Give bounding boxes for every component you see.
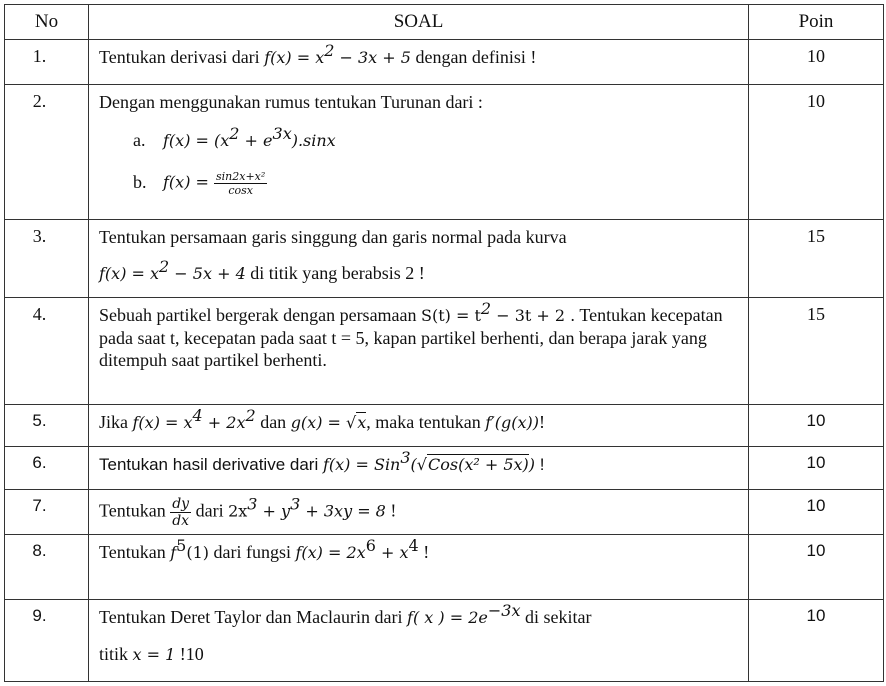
math: 2x bbox=[228, 501, 248, 521]
math: + 3xy = 8 bbox=[300, 501, 386, 521]
text: Tentukan Deret Taylor dan Maclaurin dari bbox=[99, 607, 408, 627]
sqrt-radicand: x bbox=[357, 413, 367, 432]
header-row bbox=[5, 5, 884, 40]
table-row bbox=[5, 85, 884, 220]
question-number: 4. bbox=[5, 298, 89, 405]
text: !10 bbox=[175, 644, 204, 664]
question-points: 15 bbox=[749, 220, 884, 298]
text: ! bbox=[418, 542, 430, 562]
question-points: 10 bbox=[749, 600, 884, 682]
text: titik bbox=[99, 644, 133, 664]
question-text bbox=[89, 220, 749, 298]
math: f(x) = x bbox=[99, 264, 160, 283]
sub-question-a bbox=[133, 124, 740, 152]
header-no: No bbox=[5, 5, 89, 40]
question-number: 9. bbox=[5, 600, 89, 682]
question-number: 8. bbox=[5, 535, 89, 600]
math: + e bbox=[239, 131, 273, 150]
math: f(x) = bbox=[163, 172, 215, 192]
text: Sebuah partikel bergerak dengan persamaan bbox=[99, 305, 422, 325]
math: f(x) = 2x bbox=[295, 543, 366, 562]
math: − 5x + 4 bbox=[169, 264, 246, 283]
question-number: 5. bbox=[5, 405, 89, 447]
question-points: 10 bbox=[749, 40, 884, 85]
fraction bbox=[214, 170, 267, 197]
text-line bbox=[99, 601, 740, 629]
math: + x bbox=[375, 543, 409, 562]
math: + 2x bbox=[202, 413, 246, 432]
table-row bbox=[5, 405, 884, 447]
text: Tentukan derivasi dari bbox=[99, 47, 265, 67]
math: S(t) = t bbox=[421, 306, 481, 325]
question-number: 2. bbox=[5, 85, 89, 220]
text: ! bbox=[385, 500, 397, 521]
sub-question-b bbox=[133, 170, 740, 197]
text: dengan definisi ! bbox=[410, 47, 537, 67]
exponent: 6 bbox=[365, 536, 376, 555]
exponent: 2 bbox=[480, 299, 492, 318]
question-number: 7. bbox=[5, 490, 89, 535]
denominator: dx bbox=[172, 513, 190, 529]
math: f′(g(x)) bbox=[485, 413, 540, 432]
math: x = 1 bbox=[132, 645, 176, 664]
exponent: 3x bbox=[272, 124, 292, 143]
text: Tentukan persamaan garis singgung dan garis normal pada kurva bbox=[99, 227, 567, 247]
sqrt-radicand: Cos(x² + 5x) bbox=[427, 455, 529, 474]
math: f(x) = x bbox=[132, 413, 193, 432]
math: f(x) = (x bbox=[163, 131, 230, 150]
question-text bbox=[89, 490, 749, 535]
table-row bbox=[5, 490, 884, 535]
exponent: −3x bbox=[487, 601, 521, 620]
exponent: 2 bbox=[245, 406, 256, 425]
question-points: 10 bbox=[749, 447, 884, 490]
question-text bbox=[89, 298, 749, 405]
sub-label: a. bbox=[133, 130, 146, 150]
numerator: sin2x+x² bbox=[216, 170, 266, 183]
math: − 3x + 5 bbox=[334, 48, 411, 67]
math: f( x ) = 2e bbox=[407, 608, 488, 627]
exponent: 2 bbox=[229, 124, 240, 143]
question-points: 10 bbox=[749, 405, 884, 447]
text: ! bbox=[535, 455, 545, 474]
header-poin: Poin bbox=[749, 5, 884, 40]
table-row bbox=[5, 535, 884, 600]
math: g(x) = √ bbox=[290, 413, 357, 432]
numerator: dy bbox=[172, 496, 190, 512]
question-text bbox=[89, 535, 749, 600]
table-row bbox=[5, 40, 884, 85]
text: di titik yang berabsis 2 ! bbox=[245, 263, 425, 283]
question-number: 1. bbox=[5, 40, 89, 85]
text: Tentukan bbox=[99, 542, 171, 562]
text: ! bbox=[539, 412, 546, 432]
question-number: 3. bbox=[5, 220, 89, 298]
exponent: 3 bbox=[400, 448, 411, 467]
fraction bbox=[170, 496, 191, 529]
question-text bbox=[89, 600, 749, 682]
text: dari fungsi bbox=[209, 542, 296, 562]
exponent: 5 bbox=[176, 536, 187, 555]
text: di sekitar bbox=[520, 607, 592, 627]
exponent: 2 bbox=[324, 41, 335, 60]
text: Tentukan kecepatan pada saat t, kecepatan pada saat t = 5, kapan partikel berhenti, dan berapa jarak yang ditempuh saat partikel berhenti. bbox=[99, 305, 723, 370]
math: (1) bbox=[186, 543, 209, 562]
text-line bbox=[99, 257, 740, 285]
math: f(x) = Sin bbox=[322, 455, 401, 474]
math: f(x) = x bbox=[264, 48, 325, 67]
text: Jika bbox=[99, 412, 133, 432]
text-line bbox=[99, 643, 740, 666]
denominator: cosx bbox=[228, 184, 253, 197]
table-row bbox=[5, 600, 884, 682]
text: Dengan menggunakan rumus tentukan Turunan dari : bbox=[99, 92, 483, 112]
math: + y bbox=[257, 501, 291, 521]
math: ) bbox=[528, 455, 536, 474]
question-text bbox=[89, 447, 749, 490]
sub-label: b. bbox=[133, 171, 147, 192]
text: dari bbox=[191, 500, 229, 521]
question-text bbox=[89, 405, 749, 447]
math: f bbox=[170, 543, 177, 562]
question-points: 10 bbox=[749, 490, 884, 535]
question-points: 10 bbox=[749, 535, 884, 600]
header-soal: SOAL bbox=[89, 5, 749, 40]
exponent: 3 bbox=[247, 494, 258, 514]
question-points: 10 bbox=[749, 85, 884, 220]
question-text bbox=[89, 40, 749, 85]
text: Tentukan bbox=[99, 500, 171, 521]
question-table bbox=[4, 4, 884, 682]
math: ).sinx bbox=[291, 131, 336, 150]
table-row bbox=[5, 447, 884, 490]
math: − 3t + 2 . bbox=[491, 306, 576, 325]
text: Tentukan hasil derivative dari bbox=[99, 455, 323, 474]
table-row bbox=[5, 220, 884, 298]
exponent: 2 bbox=[159, 257, 170, 276]
question-text bbox=[89, 85, 749, 220]
question-number: 6. bbox=[5, 447, 89, 490]
text: dan bbox=[255, 412, 291, 432]
question-points: 15 bbox=[749, 298, 884, 405]
exponent: 4 bbox=[408, 536, 419, 555]
math: (√ bbox=[410, 455, 427, 474]
exponent: 4 bbox=[192, 406, 203, 425]
text: , maka tentukan bbox=[366, 412, 486, 432]
table-row bbox=[5, 298, 884, 405]
exponent: 3 bbox=[290, 494, 301, 514]
